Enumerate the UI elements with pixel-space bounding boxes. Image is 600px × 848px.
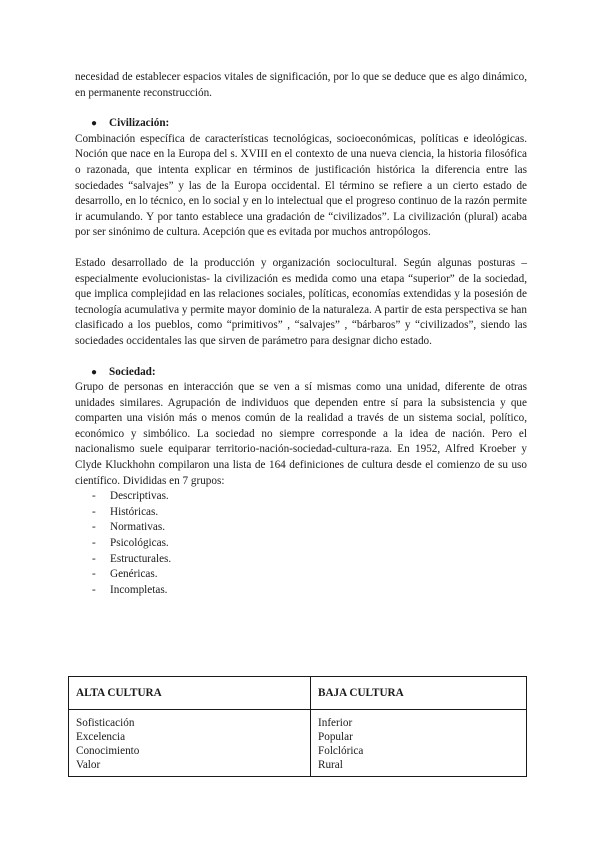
table-header-row: [69, 677, 527, 710]
table-cell-item: Conocimiento: [76, 745, 140, 757]
bullet-icon: ●: [91, 366, 98, 378]
baja-cultura-cell: [311, 710, 527, 777]
civilizacion-heading: [91, 116, 527, 132]
civilizacion-title: Civilización:: [109, 117, 170, 130]
list-item: - Históricas.: [92, 505, 527, 521]
dash-icon: -: [92, 490, 96, 503]
civilizacion-paragraph-2: Estado desarrollado de la producción y organización sociocultural. Según algunas posturas – especialmente evolucionistas- la civilización es medida como una etapa “superior” de la sociedad, que implica complejidad en las relaciones sociales, políticas, economías extendidas y la posesión de tecnología acumulativa y permite mayor dominio de la naturaleza. A partir de esta perspectiva se han clasificado a los pueblos, como “primitivos” , “salvajes” , “bárbaros” y “civilizados”, siendo las sociedades occidentales las que sirven de parámetro para designar dicho estado.: [75, 256, 527, 347]
culture-comparison-table: [68, 676, 527, 777]
table-cell-item: Excelencia: [76, 731, 126, 743]
dash-icon: -: [92, 505, 96, 518]
list-item: - Descriptivas.: [92, 489, 527, 505]
dash-icon: -: [92, 521, 96, 534]
dash-icon: -: [92, 537, 96, 550]
dash-icon: -: [92, 583, 96, 596]
table-cell-item: Valor: [76, 759, 101, 771]
sociedad-title: Sociedad:: [109, 365, 156, 378]
list-item: - Genéricas.: [92, 567, 527, 583]
dash-icon: -: [92, 552, 96, 565]
table-cell-item: Sofisticación: [76, 717, 135, 729]
baja-cultura-header: BAJA CULTURA: [311, 677, 527, 710]
table-cell-item: Folclórica: [318, 745, 364, 757]
document-page: [75, 70, 527, 598]
list-item: - Psicológicas.: [92, 536, 527, 552]
table-row: [69, 710, 527, 777]
list-item: - Incompletas.: [92, 583, 527, 599]
dash-icon: -: [92, 568, 96, 581]
civilizacion-paragraph-1: Combinación específica de características tecnológicas, socioeconómicas, políticas e ideológicas. Noción que nace en la Europa del s. XVIII en el contexto de una nueva ciencia, la historia filosófica o razonada, que intenta explicar en términos de justificación histórica la diferencia entre las sociedades “salvajes” y las de la Europa occidental. El término se refiere a un cierto estado de desarrollo, en lo técnico, en lo social y en lo intelectual que el progreso continuo de la razón permite ir acumulando. Y por tanto establece una gradación de “civilizados”. La civilización (plural) acaba por ser sinónimo de cultura. Acepción que es evitada por muchos antropólogos.: [75, 132, 527, 239]
sociedad-paragraph: Grupo de personas en interacción que se ven a sí mismas como una unidad, diferente de otras unidades similares. Agrupación de individuos que dependen entre sí para la subsistencia y que comparten una visión más o menos común de la realidad a través de un sistema social, político, económico y simbólico. La sociedad no siempre corresponde a la idea de nación. Pero el nacionalismo suele equiparar territorio-nación-sociedad-cultura-raza. En 1952, Alfred Kroeber y Clyde Kluckhohn compilaron una lista de 164 definiciones de cultura desde el comienzo de su uso científico. Divididas en 7 grupos:: [75, 381, 527, 487]
list-item: - Normativas.: [92, 520, 527, 536]
list-item: - Estructurales.: [92, 552, 527, 568]
sociedad-heading: [91, 365, 527, 381]
culture-groups-list: [75, 489, 527, 598]
intro-paragraph: necesidad de establecer espacios vitales de significación, por lo que se deduce que es algo dinámico, en permanente reconstrucción.: [75, 71, 527, 99]
bullet-icon: ●: [91, 118, 98, 130]
table-cell-item: Inferior: [318, 717, 353, 729]
table-cell-item: Popular: [318, 731, 353, 743]
alta-cultura-header: ALTA CULTURA: [69, 677, 311, 710]
table-cell-item: Rural: [318, 759, 343, 771]
alta-cultura-cell: [69, 710, 311, 777]
